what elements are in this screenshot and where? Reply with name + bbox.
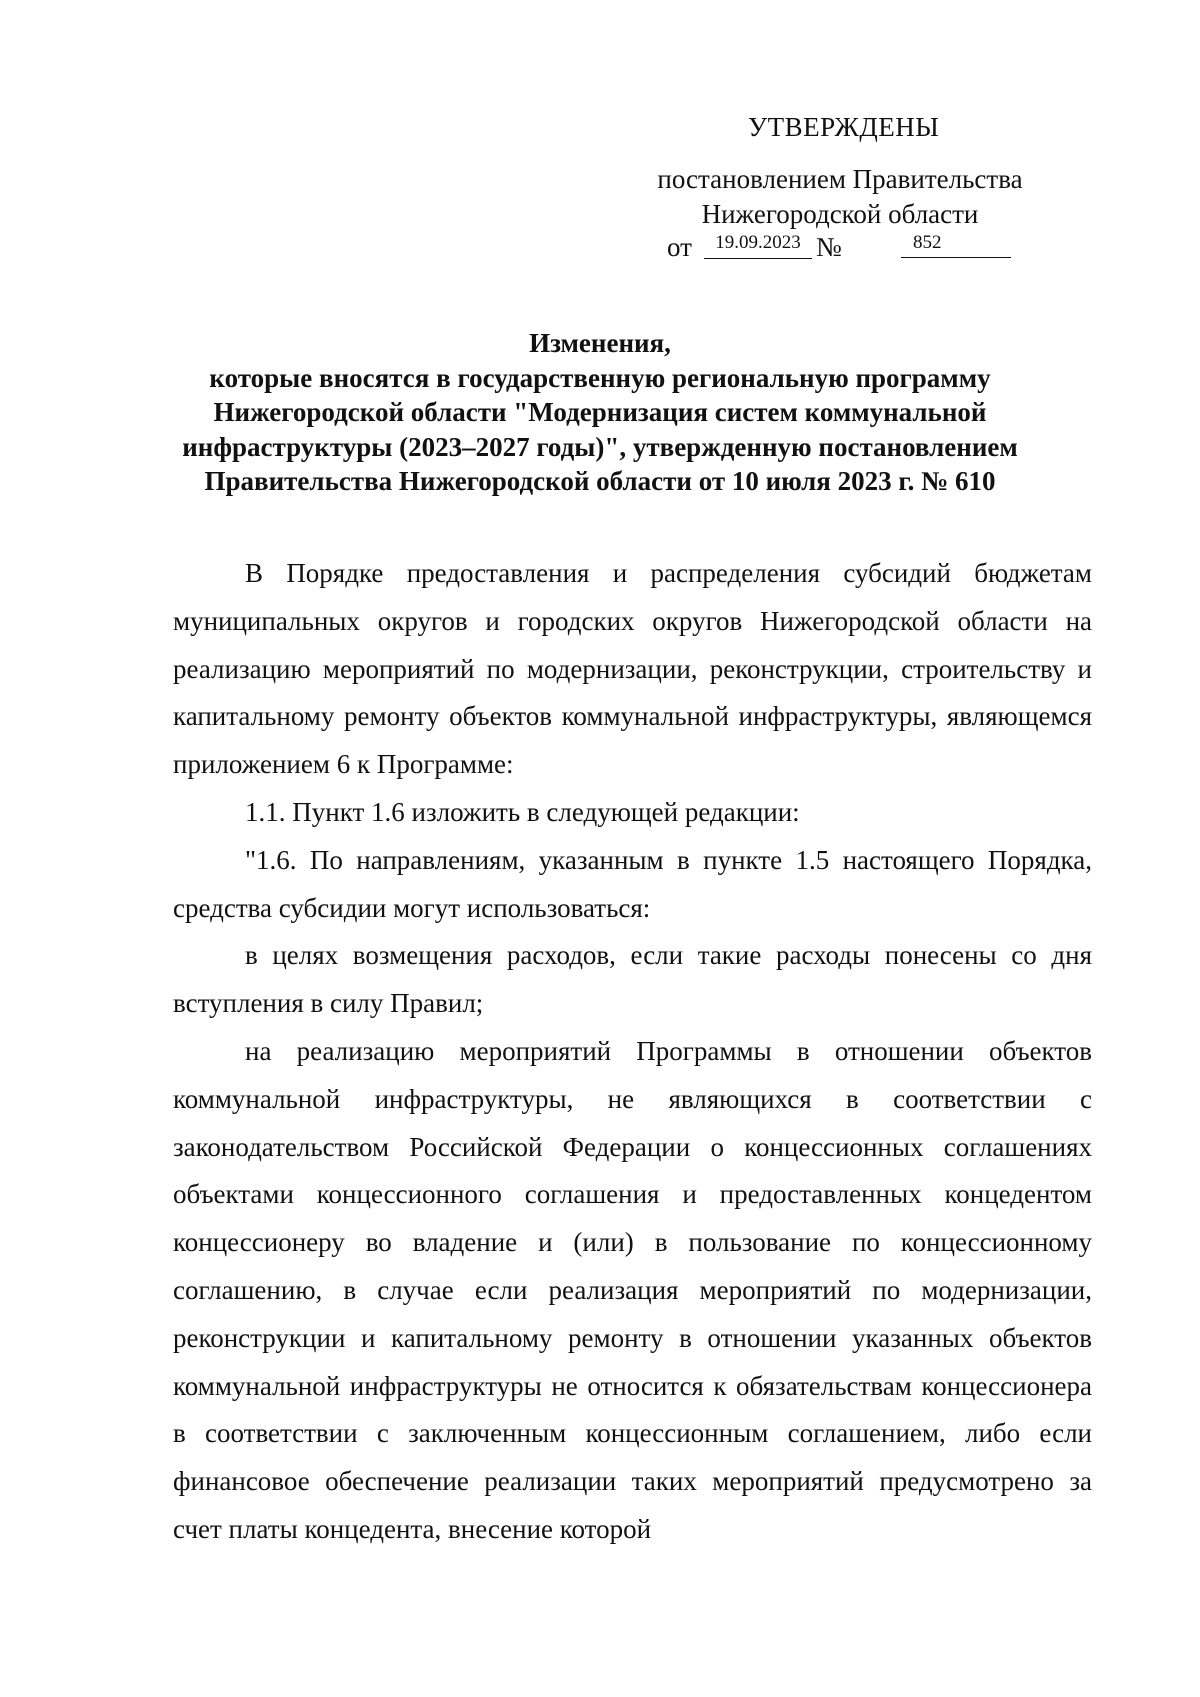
title-line: Правительства Нижегородской области от 10 июля 2023 г. № 610 bbox=[204, 466, 996, 496]
number-field: 852 bbox=[901, 228, 1011, 258]
body-paragraph: 1.1. Пункт 1.6 изложить в следующей редакции: bbox=[245, 796, 800, 827]
number-label: № bbox=[816, 232, 842, 262]
document-body bbox=[173, 550, 1092, 1554]
title-line: Изменения, bbox=[529, 328, 671, 358]
document-title bbox=[150, 326, 1050, 499]
date-label: от bbox=[667, 232, 692, 262]
body-paragraph: В Порядке предоставления и распределения субсидий бюджетам муниципальных округов и городских округов Нижегородской области на реализацию мероприятий по модернизации, реконструкции, строительству и капитальному ремонту объектов коммунальной инфраструктуры, являющемся приложением 6 к Программе: bbox=[173, 558, 1092, 780]
title-line: Нижегородской области "Модернизация систем коммунальной bbox=[213, 397, 987, 427]
body-paragraph: в целях возмещения расходов, если такие расходы понесены со дня вступления в силу Правил; bbox=[173, 940, 1092, 1019]
date-field: 19.09.2023 bbox=[704, 228, 812, 259]
body-paragraph: на реализацию мероприятий Программы в отношении объектов коммунальной инфраструктуры, не являющихся в соответствии с законодательством Российской Федерации о концессионных соглашениях объектами концессионного соглашения и предоставленных концедентом концессионеру во владение и (или) в пользование по концессионному соглашению, в случае если реализация мероприятий по модернизации, реконструкции и капитальному ремонту в отношении указанных объектов коммунальной инфраструктуры не относится к обязательствам концессионера в соответствии с заключенным концессионным соглашением, либо если финансовое обеспечение реализации таких мероприятий предусмотрено за счет платы концедента, внесение которой bbox=[173, 1035, 1092, 1544]
approval-authority-line: постановлением Правительства bbox=[657, 164, 1023, 194]
body-paragraph: "1.6. По направлениям, указанным в пункте 1.5 настоящего Порядка, средства субсидии могут использоваться: bbox=[173, 844, 1092, 923]
approval-heading: УТВЕРЖДЕНЫ bbox=[748, 112, 940, 142]
title-line: инфраструктуры (2023–2027 годы)", утвержденную постановлением bbox=[182, 431, 1018, 462]
approval-region-line: Нижегородской области bbox=[701, 199, 979, 229]
title-line: которые вносятся в государственную региональную программу bbox=[209, 362, 991, 393]
